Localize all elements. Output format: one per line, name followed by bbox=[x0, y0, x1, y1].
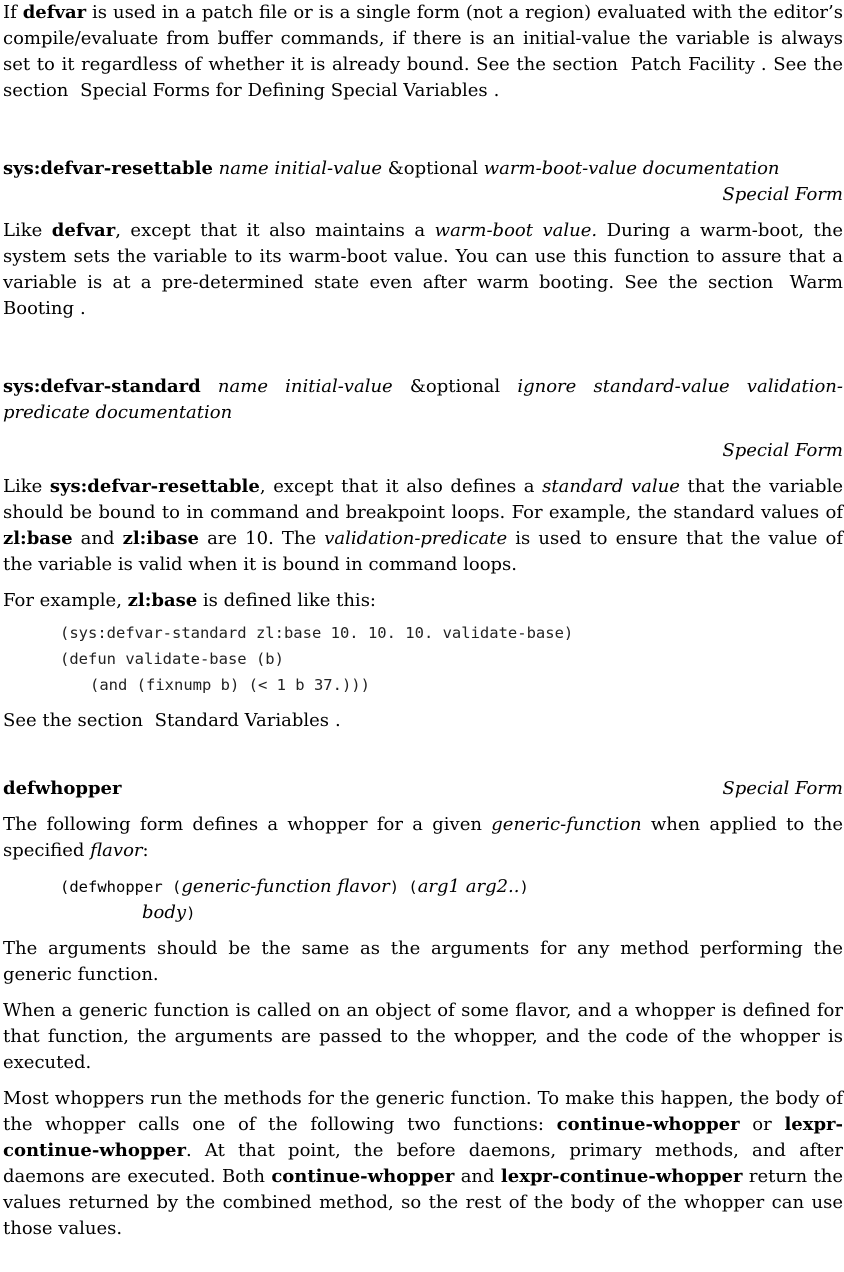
entry-description: The following form defines a whopper for a given generic-function when applied to the specified flavor: bbox=[3, 814, 843, 861]
example-intro: For example, zl:base is defined like this: bbox=[3, 590, 376, 611]
entry-kind: Special Form bbox=[722, 184, 843, 205]
entry-signature bbox=[3, 776, 843, 802]
xref-patch-facility[interactable]: Patch Facility bbox=[630, 54, 755, 75]
syntax-example bbox=[60, 874, 843, 926]
entry-name: defwhopper bbox=[3, 778, 122, 799]
entry-description: Like defvar, except that it also maintains a warm-boot value. During a warm-boot, the system sets the variable to its warm-boot value. You can use this function to assure that a variable is at a pre-determined state even after warm booting. See the section Warm Booting . bbox=[3, 220, 843, 319]
code-line: (defun validate-base (b) bbox=[60, 650, 284, 668]
entry-name: sys:defvar-standard bbox=[3, 376, 201, 397]
see-also: See the section Standard Variables . bbox=[3, 710, 341, 731]
code-example bbox=[60, 620, 843, 698]
entry-kind: Special Form bbox=[722, 778, 843, 799]
entry-signature: sys:defvar-resettable name initial-value &optional warm-boot-value documentation bbox=[3, 158, 780, 179]
call-paragraph: When a generic function is called on an object of some flavor, and a whopper is defined for that function, the arguments are passed to the whopper, and the code of the whopper is executed. bbox=[3, 1000, 843, 1073]
document-page bbox=[3, 0, 843, 1252]
continue-paragraph: Most whoppers run the methods for the generic function. To make this happen, the body of the whopper calls one of the following two functions: continue-whopper or lexpr-continue-whopper. At that point, the before daemons, primary methods, and after daemons are executed. Both continue-whopper and lexpr-continue-whopper return the values returned by the combined method, so the rest of the body of the whopper can use those values. bbox=[3, 1088, 844, 1239]
entry-defvar-resettable bbox=[3, 156, 843, 322]
entry-signature: sys:defvar-standard name initial-value &optional ignore standard-value validation-predicate documentation bbox=[3, 376, 843, 423]
entry-description: Like sys:defvar-resettable, except that it also defines a standard value that the variable should be bound to in command and breakpoint loops. For example, the standard values of zl:base and zl:ibase are 10. The validation-predicate is used to ensure that the value of the variable is valid when it is bound in command loops. bbox=[3, 476, 843, 575]
arguments-paragraph: The arguments should be the same as the arguments for any method performing the generic function. bbox=[3, 938, 843, 985]
intro-paragraph: If defvar is used in a patch file or is a single form (not a region) evaluated with the editor’s compile/evaluate from buffer commands, if there is an initial-value the variable is always set to it regardless of whether it is already bound. See the section Patch Facility . See the section Special Forms for Defining Special Variables . bbox=[3, 2, 843, 101]
xref-standard-variables[interactable]: Standard Variables bbox=[154, 710, 330, 731]
entry-defwhopper bbox=[3, 776, 843, 1242]
code-line: (sys:defvar-standard zl:base 10. 10. 10. validate-base) bbox=[60, 624, 574, 642]
code-line: (and (fixnump b) (< 1 b 37.))) bbox=[90, 676, 370, 694]
xref-special-forms[interactable]: Special Forms for Defining Special Variables bbox=[80, 80, 488, 101]
defvar-term: defvar bbox=[22, 2, 87, 23]
entry-name: sys:defvar-resettable bbox=[3, 158, 213, 179]
entry-defvar-standard bbox=[3, 374, 843, 734]
entry-kind: Special Form bbox=[722, 440, 843, 461]
code-line: body) bbox=[142, 902, 196, 923]
code-line: (defwhopper (generic-function flavor) (arg1 arg2..) bbox=[60, 876, 529, 897]
xref-warm-booting[interactable]: Warm Booting bbox=[3, 272, 843, 319]
